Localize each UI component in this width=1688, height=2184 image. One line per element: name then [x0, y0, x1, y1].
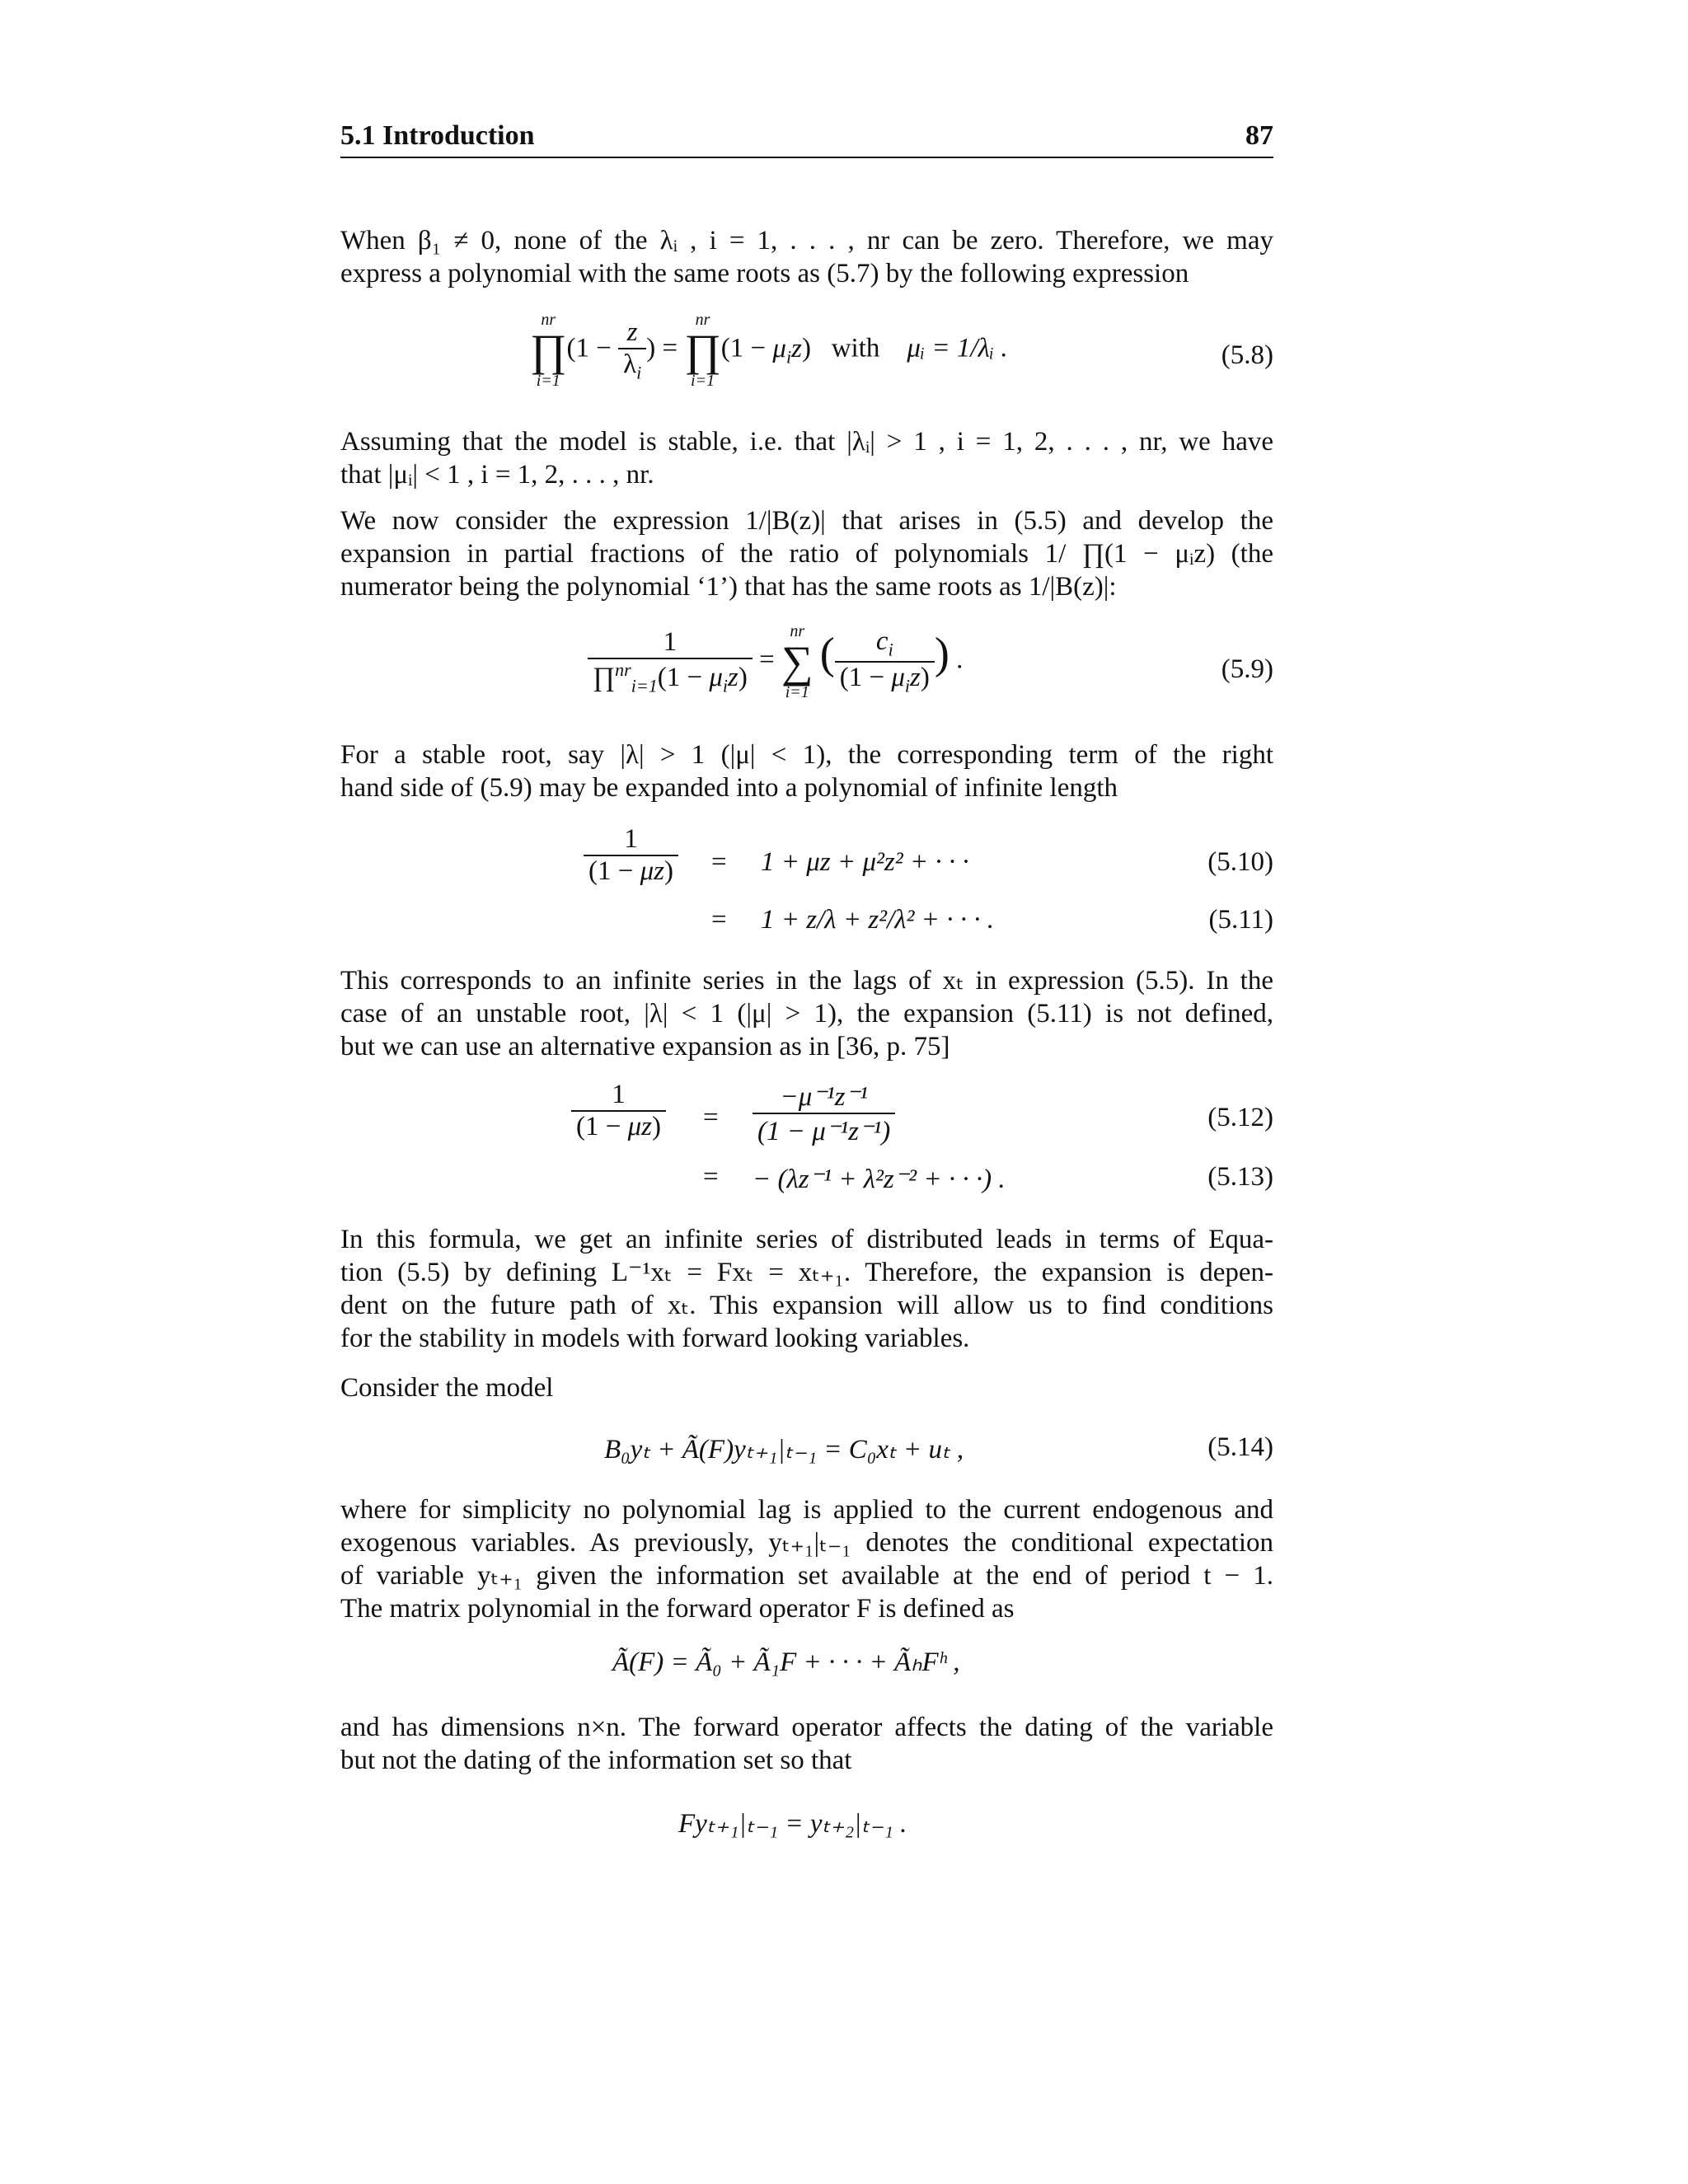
equation-5-10-5-11: $\frac{1}{(1 - \mu z)}$ = 1 + μz + μ²z² + · · · (5.10) = 1 + z/λ + z²/λ² + · · · . (5.11)	[340, 824, 1273, 948]
paragraph-8	[340, 1493, 1273, 1625]
paragraph-5	[340, 964, 1273, 1063]
text-line: In this formula, we get an infinite series of distributed leads in terms of Equa-	[340, 1225, 1273, 1254]
text-line: that |μᵢ| < 1 , i = 1, 2, . . . , nr.	[340, 460, 654, 490]
text-line: hand side of (5.9) may be expanded into a polynomial of infinite length	[340, 773, 1118, 803]
text-line: expansion in partial fractions of the ratio of polynomials 1/ ∏(1 − μᵢz) (the	[340, 539, 1273, 569]
running-header	[340, 120, 1273, 158]
equation-number: (5.9)	[1221, 654, 1273, 684]
text-line: When β₁ ≠ 0, none of the λᵢ , i = 1, . . . , nr can be zero. Therefore, we may	[340, 226, 1273, 255]
text-line: This corresponds to an infinite series in the lags of xₜ in expression (5.5). In the	[340, 966, 1273, 996]
text-line: numerator being the polynomial ‘1’) that has the same roots as 1/|B(z)|:	[340, 572, 1117, 602]
equation-number: (5.12)	[1207, 1103, 1273, 1132]
paragraph-4	[340, 738, 1273, 804]
text-line: dent on the future path of xₜ. This expansion will allow us to find conditions	[340, 1291, 1273, 1320]
text-line: For a stable root, say |λ| > 1 (|μ| < 1), the corresponding term of the right	[340, 740, 1273, 770]
text-line: case of an unstable root, |λ| < 1 (|μ| > 1), the expansion (5.11) is not defined,	[340, 999, 1273, 1029]
text-line: for the stability in models with forward looking variables.	[340, 1324, 970, 1353]
equation-number: (5.13)	[1207, 1162, 1273, 1192]
equation-rhs: 1 + z/λ + z²/λ² + · · · .	[761, 905, 994, 935]
equation-number: (5.10)	[1207, 847, 1273, 877]
equation-body: Fyₜ₊₁|ₜ₋₁ = yₜ₊₂|ₜ₋₁ .	[678, 1809, 907, 1839]
text-line: but not the dating of the information set so that	[340, 1746, 852, 1775]
equation-rhs: 1 + μz + μ²z² + · · ·	[761, 847, 969, 877]
equation-body: B₀yₜ + Ã(F)yₜ₊₁|ₜ₋₁ = C₀xₜ + uₜ ,	[604, 1435, 964, 1465]
text-line: The matrix polynomial in the forward operator F is defined as	[340, 1594, 1015, 1624]
equation-rhs: − (λz⁻¹ + λ²z⁻² + · · ·) .	[753, 1165, 1006, 1194]
text-line: where for simplicity no polynomial lag is applied to the current endogenous and	[340, 1495, 1273, 1525]
text-line: Consider the model	[340, 1373, 554, 1403]
paragraph-6	[340, 1223, 1273, 1355]
equation-5-9	[340, 623, 1273, 722]
text-line: but we can use an alternative expansion as in [36, p. 75]	[340, 1032, 950, 1062]
equation-number: (5.11)	[1208, 905, 1273, 935]
text-line: and has dimensions n×n. The forward operator affects the dating of the variable	[340, 1713, 1273, 1742]
text-line: express a polynomial with the same roots as (5.7) by the following expression	[340, 259, 1189, 288]
text-line: We now consider the expression 1/|B(z)| that arises in (5.5) and develop the	[340, 506, 1273, 536]
page-number: 87	[1245, 120, 1273, 151]
equation-lhs: $\frac{1}{(1 - \mu z)}$	[571, 1080, 666, 1142]
equation-5-12-5-13: $\frac{1}{(1 - \mu z)}$ = $\frac{\text{−μ⁻¹z⁻¹}}{\text{(1 − μ⁻¹z⁻¹)}}$ (5.12) = − (λz⁻¹ + λ²z⁻² + · · ·) . (5.13)	[340, 1080, 1273, 1203]
paragraph-9	[340, 1711, 1273, 1777]
equation-5-8	[340, 312, 1273, 402]
mu-definition: μᵢ = 1/λᵢ .	[907, 333, 1008, 363]
text-line: tion (5.5) by defining L⁻¹xₜ = Fxₜ = xₜ₊₁. Therefore, the expansion is depen-	[340, 1258, 1273, 1287]
equation-number: (5.8)	[1221, 340, 1273, 370]
equation-body: Ã(F) = Ã₀ + Ã₁F + · · · + ÃₕFʰ ,	[612, 1647, 960, 1677]
equation-forward-operator	[340, 1807, 1273, 1848]
equation-number: (5.14)	[1207, 1432, 1273, 1462]
equation-forward-polynomial	[340, 1645, 1273, 1686]
with-word: with	[831, 333, 880, 363]
text-line: of variable yₜ₊₁ given the information set available at the end of period t − 1.	[340, 1561, 1273, 1591]
text-line: Assuming that the model is stable, i.e. that |λᵢ| > 1 , i = 1, 2, . . . , nr, we have	[340, 427, 1273, 457]
paragraph-1	[340, 224, 1273, 290]
paragraph-7	[340, 1371, 1273, 1404]
equation-body: $\frac{1}{\prod^{nr}_{i=1}(1 - \mu_iz)}$ = nr ∑ i=1 ( $\frac{c_i}{(1 - \mu_iz)}$ ) .	[588, 623, 963, 701]
equation-body: nr ∏ i=1 (1 − $\frac{z}{\lambda_i}$ ) = nr ∏ i=1 $(1 - \mu_iz)$ with μᵢ = 1/λᵢ .	[530, 311, 1008, 390]
equation-5-14	[340, 1432, 1273, 1474]
paragraph-2	[340, 425, 1273, 491]
equation-rhs-fraction: $\frac{\text{−μ⁻¹z⁻¹}}{\text{(1 − μ⁻¹z⁻¹)}}$	[753, 1080, 895, 1147]
equation-lhs: $\frac{1}{(1 - \mu z)}$	[584, 824, 678, 887]
paragraph-3	[340, 504, 1273, 603]
section-title: 5.1 Introduction	[340, 120, 535, 151]
text-line: exogenous variables. As previously, yₜ₊₁|ₜ₋₁ denotes the conditional expectation	[340, 1528, 1273, 1558]
